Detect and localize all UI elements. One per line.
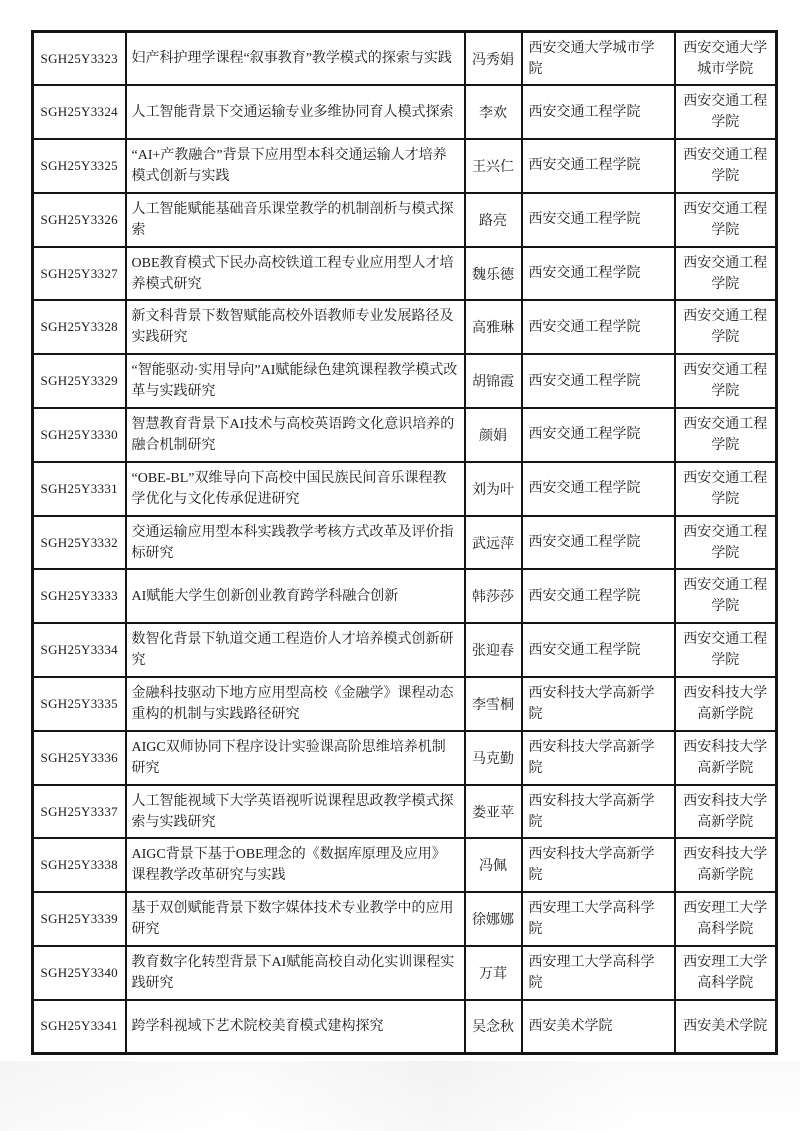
project-id-cell: SGH25Y3327 [33,247,126,301]
project-title-cell: 新文科背景下数智赋能高校外语教师专业发展路径及实践研究 [126,300,465,354]
table-row [33,569,777,623]
school-cell: 西安美术学院 [675,1000,777,1054]
institution-cell: 西安交通工程学院 [522,354,675,408]
school-cell: 西安交通工程学院 [675,354,777,408]
project-title-cell: AIGC双师协同下程序设计实验课高阶思维培养机制研究 [126,731,465,785]
school-cell: 西安交通工程学院 [675,247,777,301]
leader-name-cell: 娄亚苹 [465,785,522,839]
table-row [33,193,777,247]
school-cell: 西安交通工程学院 [675,139,777,193]
table-row [33,354,777,408]
table-row [33,677,777,731]
project-id-cell: SGH25Y3338 [33,838,126,892]
project-id-cell: SGH25Y3332 [33,516,126,570]
leader-name-cell: 颜娟 [465,408,522,462]
institution-cell: 西安理工大学高科学院 [522,946,675,1000]
school-cell: 西安理工大学高科学院 [675,892,777,946]
project-id-cell: SGH25Y3328 [33,300,126,354]
project-title-cell: AIGC背景下基于OBE理念的《数据库原理及应用》课程教学改革研究与实践 [126,838,465,892]
scan-noise-texture [0,1061,800,1131]
project-title-cell: 智慧教育背景下AI技术与高校英语跨文化意识培养的融合机制研究 [126,408,465,462]
project-title-cell: “智能驱动·实用导向”AI赋能绿色建筑课程教学模式改革与实践研究 [126,354,465,408]
school-cell: 西安交通工程学院 [675,462,777,516]
school-cell: 西安科技大学高新学院 [675,731,777,785]
leader-name-cell: 李欢 [465,85,522,139]
table-row [33,838,777,892]
leader-name-cell: 王兴仁 [465,139,522,193]
table-row [33,1000,777,1054]
project-id-cell: SGH25Y3325 [33,139,126,193]
project-id-cell: SGH25Y3341 [33,1000,126,1054]
projects-table [31,30,778,1055]
school-cell: 西安科技大学高新学院 [675,838,777,892]
leader-name-cell: 高雅琳 [465,300,522,354]
project-id-cell: SGH25Y3329 [33,354,126,408]
table-row [33,462,777,516]
institution-cell: 西安交通工程学院 [522,139,675,193]
school-cell: 西安交通工程学院 [675,408,777,462]
project-id-cell: SGH25Y3331 [33,462,126,516]
leader-name-cell: 冯秀娟 [465,32,522,86]
leader-name-cell: 路亮 [465,193,522,247]
institution-cell: 西安交通工程学院 [522,193,675,247]
table-row [33,946,777,1000]
institution-cell: 西安交通工程学院 [522,462,675,516]
project-id-cell: SGH25Y3335 [33,677,126,731]
project-id-cell: SGH25Y3336 [33,731,126,785]
school-cell: 西安交通工程学院 [675,300,777,354]
project-title-cell: 数智化背景下轨道交通工程造价人才培养模式创新研究 [126,623,465,677]
project-id-cell: SGH25Y3326 [33,193,126,247]
project-id-cell: SGH25Y3340 [33,946,126,1000]
project-title-cell: 人工智能视域下大学英语视听说课程思政教学模式探索与实践研究 [126,785,465,839]
leader-name-cell: 徐娜娜 [465,892,522,946]
institution-cell: 西安交通工程学院 [522,300,675,354]
project-title-cell: AI赋能大学生创新创业教育跨学科融合创新 [126,569,465,623]
project-id-cell: SGH25Y3323 [33,32,126,86]
table-row [33,623,777,677]
project-title-cell: “OBE-BL”双维导向下高校中国民族民间音乐课程教学优化与文化传承促进研究 [126,462,465,516]
school-cell: 西安科技大学高新学院 [675,677,777,731]
project-title-cell: 人工智能背景下交通运输专业多维协同育人模式探索 [126,85,465,139]
school-cell: 西安交通工程学院 [675,623,777,677]
school-cell: 西安科技大学高新学院 [675,785,777,839]
school-cell: 西安交通大学城市学院 [675,32,777,86]
leader-name-cell: 马克勤 [465,731,522,785]
institution-cell: 西安交通工程学院 [522,516,675,570]
table-row [33,32,777,86]
projects-table-body [33,32,777,1054]
leader-name-cell: 武远萍 [465,516,522,570]
table-row [33,85,777,139]
institution-cell: 西安科技大学高新学院 [522,677,675,731]
institution-cell: 西安科技大学高新学院 [522,785,675,839]
project-title-cell: 教育数字化转型背景下AI赋能高校自动化实训课程实践研究 [126,946,465,1000]
school-cell: 西安交通工程学院 [675,516,777,570]
institution-cell: 西安交通工程学院 [522,408,675,462]
institution-cell: 西安科技大学高新学院 [522,731,675,785]
institution-cell: 西安美术学院 [522,1000,675,1054]
project-title-cell: “AI+产教融合”背景下应用型本科交通运输人才培养模式创新与实践 [126,139,465,193]
leader-name-cell: 吴念秋 [465,1000,522,1054]
table-row [33,300,777,354]
project-id-cell: SGH25Y3339 [33,892,126,946]
project-id-cell: SGH25Y3334 [33,623,126,677]
project-id-cell: SGH25Y3330 [33,408,126,462]
project-title-cell: 跨学科视域下艺术院校美育模式建构探究 [126,1000,465,1054]
project-id-cell: SGH25Y3333 [33,569,126,623]
leader-name-cell: 冯佩 [465,838,522,892]
leader-name-cell: 胡锦霞 [465,354,522,408]
project-id-cell: SGH25Y3337 [33,785,126,839]
project-title-cell: 人工智能赋能基础音乐课堂教学的机制剖析与模式探索 [126,193,465,247]
leader-name-cell: 李雪桐 [465,677,522,731]
leader-name-cell: 刘为叶 [465,462,522,516]
school-cell: 西安交通工程学院 [675,569,777,623]
institution-cell: 西安交通工程学院 [522,247,675,301]
institution-cell: 西安交通工程学院 [522,623,675,677]
institution-cell: 西安交通大学城市学院 [522,32,675,86]
institution-cell: 西安理工大学高科学院 [522,892,675,946]
table-row [33,247,777,301]
table-row [33,408,777,462]
institution-cell: 西安科技大学高新学院 [522,838,675,892]
table-row [33,785,777,839]
project-title-cell: 交通运输应用型本科实践教学考核方式改革及评价指标研究 [126,516,465,570]
leader-name-cell: 魏乐德 [465,247,522,301]
school-cell: 西安交通工程学院 [675,193,777,247]
school-cell: 西安交通工程学院 [675,85,777,139]
project-id-cell: SGH25Y3324 [33,85,126,139]
table-row [33,139,777,193]
project-title-cell: 基于双创赋能背景下数字媒体技术专业教学中的应用研究 [126,892,465,946]
project-title-cell: 金融科技驱动下地方应用型高校《金融学》课程动态重构的机制与实践路径研究 [126,677,465,731]
project-title-cell: OBE教育模式下民办高校铁道工程专业应用型人才培养模式研究 [126,247,465,301]
project-title-cell: 妇产科护理学课程“叙事教育”教学模式的探索与实践 [126,32,465,86]
institution-cell: 西安交通工程学院 [522,85,675,139]
institution-cell: 西安交通工程学院 [522,569,675,623]
table-row [33,731,777,785]
leader-name-cell: 张迎春 [465,623,522,677]
leader-name-cell: 韩莎莎 [465,569,522,623]
table-row [33,892,777,946]
school-cell: 西安理工大学高科学院 [675,946,777,1000]
leader-name-cell: 万茸 [465,946,522,1000]
table-row [33,516,777,570]
